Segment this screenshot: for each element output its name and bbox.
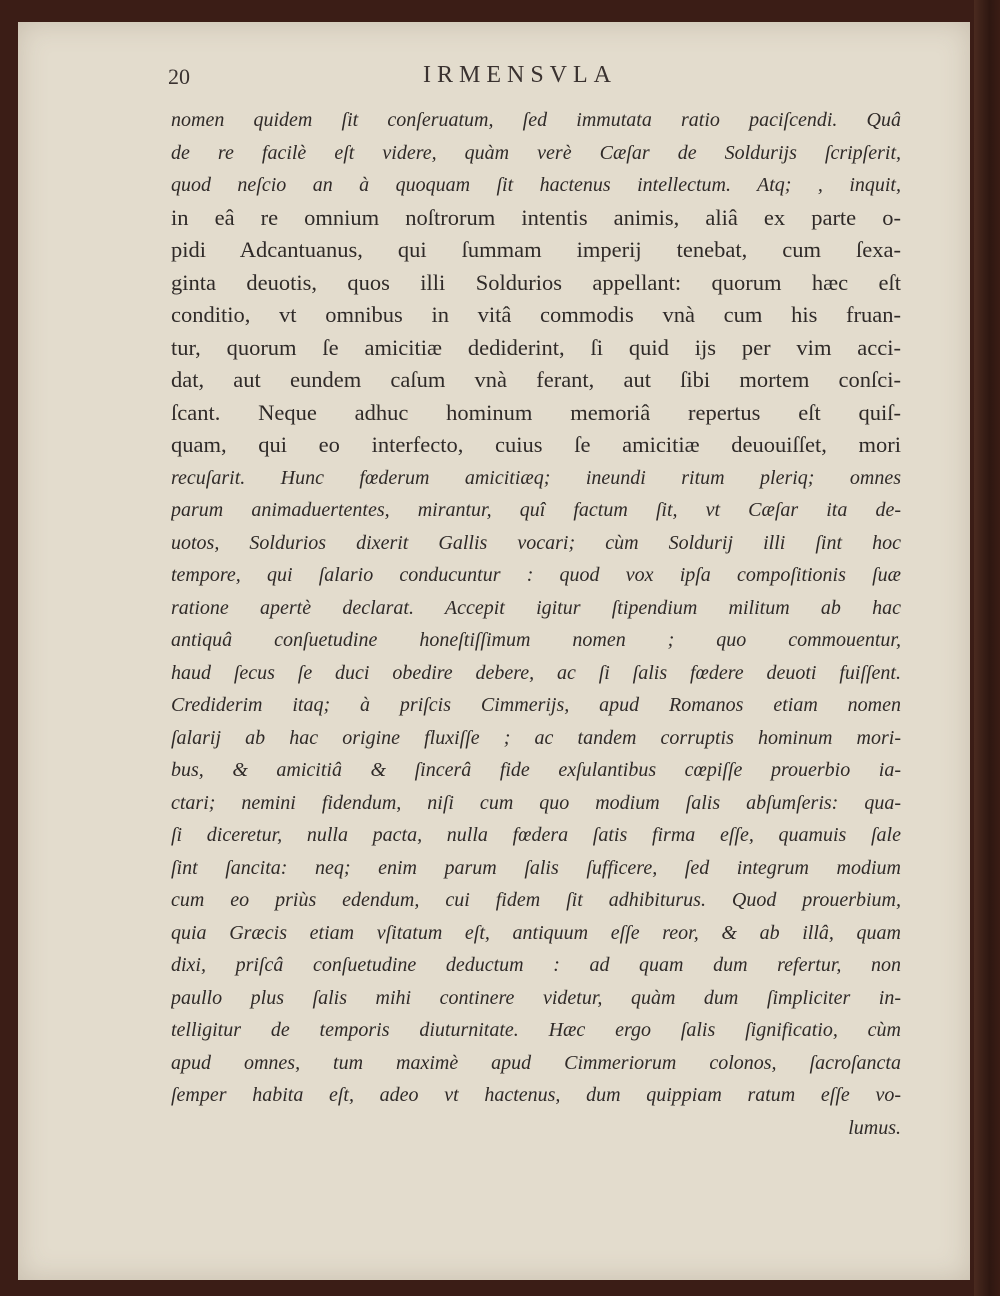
body-text (171, 104, 901, 1144)
text-line: dixi, priſcâ conſuetudine deductum : ad quam dum refertur, non (171, 954, 901, 976)
book-edge (974, 0, 1000, 1296)
text-line: haud ſecus ſe duci obedire debere, ac ſi ſalis fœdere deuoti fuiſſent. (171, 661, 901, 684)
text-line: recuſarit. Hunc fœderum amicitiæq; ineundi ritum pleriq; omnes (171, 466, 901, 489)
text-line: quia Græcis etiam vſitatum eſt, antiquum eſſe reor, & ab illâ, quam (171, 921, 901, 944)
text-line: pidi Adcantuanus, qui ſummam imperij tenebat, cum ſexa- (171, 237, 901, 262)
text-line: nomen quidem ſit conſeruatum, ſed immutata ratio paciſcendi. Quâ (171, 109, 901, 131)
page-number: 20 (168, 64, 190, 89)
text-line: quod neſcio an à quoquam ſit hactenus intellectum. Atq; , inquit, (171, 174, 901, 196)
text-line: uotos, Soldurios dixerit Gallis vocari; cùm Soldurij illi ſint hoc (171, 531, 901, 554)
text-line: bus, & amicitiâ & ſincerâ fide exſulantibus cœpiſſe prouerbio ia- (171, 759, 901, 781)
text-line: antiquâ conſuetudine honeſtiſſimum nomen ; quo commouentur, (171, 629, 901, 651)
text-line: ratione apertè declarat. Accepit igitur ſtipendium militum ab hac (171, 596, 901, 619)
text-line: in eâ re omnium noſtrorum intentis animis, aliâ ex parte o- (171, 204, 901, 230)
text-line: cum eo priùs edendum, cui fidem ſit adhibiturus. Quod prouerbium, (171, 889, 901, 911)
text-line: ſi diceretur, nulla pacta, nulla fœdera ſatis firma eſſe, quamuis ſale (171, 824, 901, 846)
text-line: ctari; nemini fidendum, niſi cum quo modium ſalis abſumſeris: qua- (171, 791, 901, 814)
text-line: lumus. (848, 1116, 901, 1139)
text-line: ginta deuotis, quos illi Soldurios appellant: quorum hæc eſt (171, 269, 901, 295)
text-line: parum animaduertentes, mirantur, quî factum ſit, vt Cæſar ita de- (171, 499, 901, 521)
page-header (18, 22, 970, 102)
text-line: ſint ſancita: neq; enim parum ſalis ſufficere, ſed integrum modium (171, 856, 901, 879)
text-line: ſemper habita eſt, adeo vt hactenus, dum quippiam ratum eſſe vo- (171, 1084, 901, 1106)
text-line: telligitur de temporis diuturnitate. Hæc ergo ſalis ſignificatio, cùm (171, 1019, 901, 1041)
running-title: IRMENSVLA (423, 62, 618, 88)
text-line: tur, quorum ſe amicitiæ dediderint, ſi quid ijs per vim acci- (171, 334, 901, 360)
text-line: ſalarij ab hac origine fluxiſſe ; ac tandem corruptis hominum mori- (171, 726, 901, 749)
text-line: paullo plus ſalis mihi continere videtur, quàm dum ſimpliciter in- (171, 986, 901, 1009)
text-line: ſcant. Neque adhuc hominum memoriâ repertus eſt quiſ- (171, 399, 901, 425)
text-line: apud omnes, tum maximè apud Cimmeriorum colonos, ſacroſancta (171, 1051, 901, 1074)
text-line: conditio, vt omnibus in vitâ commodis vnà cum his fruan- (171, 302, 901, 327)
text-line: dat, aut eundem caſum vnà ferant, aut ſibi mortem conſci- (171, 367, 901, 392)
text-line: de re facilè eſt videre, quàm verè Cæſar de Soldurijs ſcripſerit, (171, 141, 901, 164)
text-line: quam, qui eo interfecto, cuius ſe amicitiæ deuouiſſet, mori (171, 432, 901, 457)
text-line: Crediderim itaq; à priſcis Cimmerijs, apud Romanos etiam nomen (171, 694, 901, 716)
text-line: tempore, qui ſalario conducuntur : quod vox ipſa compoſitionis ſuæ (171, 564, 901, 586)
book-page (18, 22, 970, 1280)
